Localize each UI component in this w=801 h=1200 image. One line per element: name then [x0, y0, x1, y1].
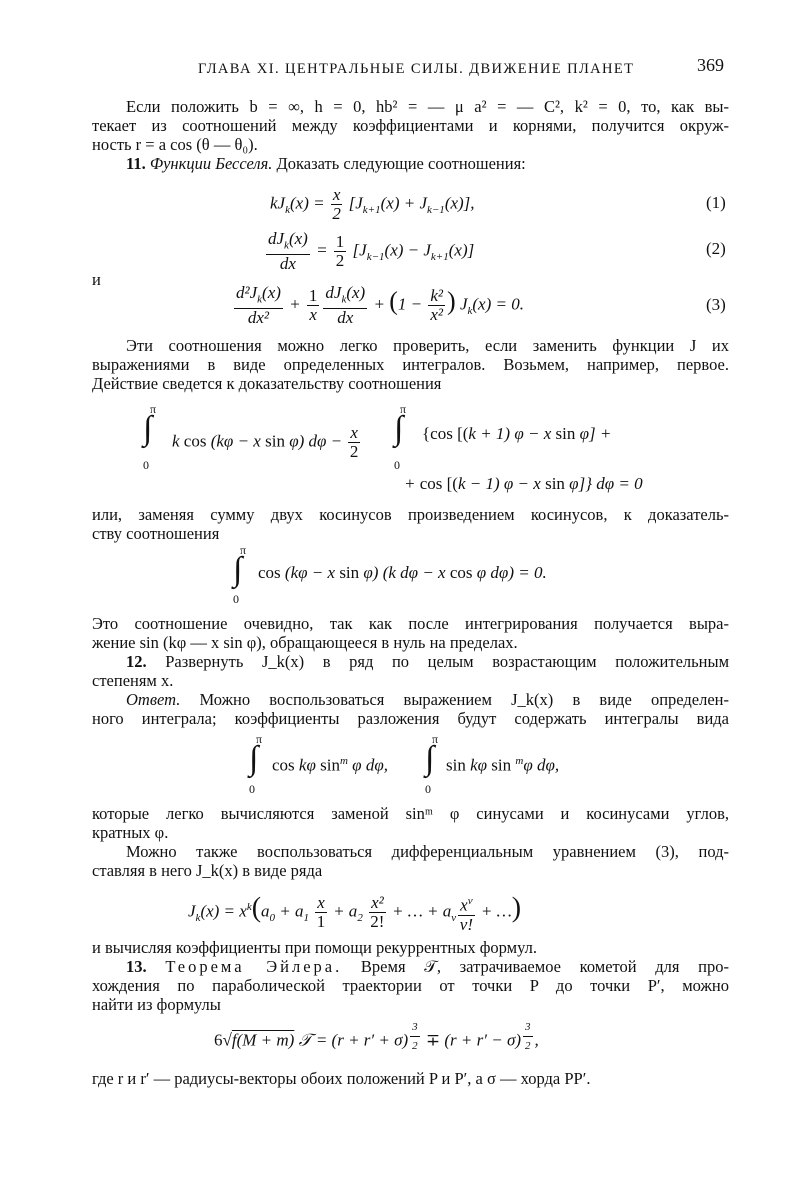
answer-label: Ответ. — [126, 690, 181, 709]
equation-3: $\frac{d^2J_k(x)}{\text{dx²}}$ + $\frac{1}{x}$ $\frac{dJ_k(x)}{dx}$ + (1 − $\frac{\text{k²}}{\text{x²}}$ ) $J_k(x) = 0$. — [236, 283, 524, 328]
problem-13-title: Теорема Эйлера. — [165, 957, 343, 976]
chapter-header: ГЛАВА XI. ЦЕНТРАЛЬНЫЕ СИЛЫ. ДВИЖЕНИЕ ПЛАНЕТ — [198, 61, 635, 77]
answer-text: Можно воспользоваться выражением J_k(x) в виде определен- — [199, 690, 729, 709]
series-equation: $J_k(x) = x^k(a_0 + a_1$ $\frac{x}{1}$ + $a_2$ $\frac{\text{x²}}{2!}$ + … + $a_\nu$ $\frac{x^\nu}{\nu!}$ + …) — [188, 892, 522, 934]
problem-13-number: 13. — [126, 957, 147, 976]
problem-12-number: 12. — [126, 652, 147, 671]
para3-line-1: Это соотношение очевидно, так как после интегрирования получается выра- — [92, 614, 729, 633]
problem-13-text: Время 𝒯, затрачиваемое кометой для про- — [360, 957, 730, 976]
problem-13-last: где r и r′ — радиусы-векторы обоих положений P и P′, а σ — хорда PP′. — [92, 1069, 591, 1088]
para1-line-3: Действие сведется к доказательству соотношения — [92, 374, 442, 393]
problem-12-answer-line-2: ного интеграла; коэффициенты разложения будут содержать интегралы вида — [92, 709, 729, 728]
problem-11-heading — [126, 154, 526, 173]
problem-11-title: Функции Бесселя. — [149, 154, 273, 173]
para1-line-2: выражениями в виде определенных интегралов. Возьмем, например, первое. — [92, 355, 729, 374]
problem-12-line-1 — [126, 652, 729, 671]
intro-line-1: Если положить b = ∞, h = 0, hb² = — μ a² = — C², k² = 0, то, как вы- — [126, 97, 729, 116]
para3-line-2: жение sin (kφ — x sin φ), обращающееся в нуль на пределах. — [92, 633, 518, 652]
equation-2-label: (2) — [706, 239, 726, 258]
problem-12-also-2: ставляя в него J_k(x) в виде ряда — [92, 861, 323, 880]
intro-line-3: ность r = a cos (θ — θ₀). — [92, 135, 258, 154]
problem-12-after-1: которые легко вычисляются заменой sinᵐ φ синусами и косинусами углов, — [92, 804, 729, 823]
problem-13-line-1 — [126, 957, 729, 976]
problem-12-also-1: Можно также воспользоваться дифференциальным уравнением (3), под- — [126, 842, 729, 861]
book-page: ГЛАВА XI. ЦЕНТРАЛЬНЫЕ СИЛЫ. ДВИЖЕНИЕ ПЛАНЕТ 369 Если положить b = ∞, h = 0, hb² = — μ a² = — C², k² = 0, то, как вы- текает из соотношений между коэффициентами и корнями, получится окруж- ность r = a cos (θ — θ₀). 11. Функции Бесселя. Доказать следующие соотношения: $kJ_k(x)$ = $\frac{x}{2}$ $[J_{k+1}(x) + J_{k-1}(x)]$, (1) $\frac{dJ_k(x)}{dx}$ = $\frac{1}{2}$ $[J_{k-1}(x) - J_{k+1}(x)]$ (2) и $\frac{d^2J_k(x)}{\text{dx²}}$ + $\frac{1}{x}$ $\frac{dJ_k(x)}{dx}$ + (1 − $\frac{\text{k²}}{\text{x²}}$ ) $J_k(x) = 0$. (3) Эти соотношения можно легко проверить, если заменить функции J их выражениями в виде определенных интегралов. Возьмем, например, первое. Действие сведется к доказательству соотношения π ∫ 0 k cos (kφ − x sin φ) dφ − $\frac{x}{2}$ π ∫ 0 {cos [(k + 1) φ − x sin φ] + + cos [(k − 1) φ − x sin φ]} dφ = 0 или, заменяя сумму двух косинусов произведением косинусов, к доказатель- ству соотношения π ∫ 0 cos (kφ − x sin φ) (k dφ − x cos φ dφ) = 0. Это соотношение очевидно, так как после интегрирования получается выра- жение sin (kφ — x sin φ), обращающееся в нуль на пределах. 12. Развернуть J_k(x) в ряд по целым возрастающим положительным степеням x. Ответ. Можно воспользоваться выражением J_k(x) в виде определен- ного интеграла; коэффициенты разложения будут содержать интегралы вида π ∫ 0 cos kφ $\sin^m \varphi$ dφ, π ∫ 0 sin kφ sin $^m$φ dφ, которые легко вычисляются заменой sinᵐ φ синусами и косинусами углов, кратных φ. Можно также воспользоваться дифференциальным уравнением (3), под- ставляя в него J_k(x) в виде ряда $J_k(x) = x^k(a_0 + a_1$ $\frac{x}{1}$ + $a_2$ $\frac{\text{x²}}{2!}$ + … + $a_\nu$ $\frac{x^\nu}{\nu!}$ + …) и вычисляя коэффициенты при помощи рекуррентных формул. 13. Теорема Эйлера. Время 𝒯, затрачиваемое кометой для про- хождения по параболической траектории от точки P до точки P′, можно найти из формулы 6√f(M + m) 𝒯 = (r + r′ + σ) $^{\frac{3}{2}}$ ∓ (r + r′ − σ) $^{\frac{3}{2}}$ , где r и r′ — радиусы-векторы обоих положений P и P′, а σ — хорда PP′. — [92, 55, 730, 1088]
para1-line-1: Эти соотношения можно легко проверить, если заменить функции J их — [126, 336, 729, 355]
equation-1: $kJ_k(x)$ = $\frac{x}{2}$ $[J_{k+1}(x) + J_{k-1}(x)]$, — [270, 185, 475, 223]
page-number: 369 — [697, 55, 724, 75]
problem-12-final: и вычисляя коэффициенты при помощи рекуррентных формул. — [92, 938, 537, 957]
problem-13-line-3: найти из формулы — [92, 995, 221, 1014]
problem-12-after-2: кратных φ. — [92, 823, 169, 842]
equation-3-label: (3) — [706, 295, 726, 314]
and-word: и — [92, 270, 101, 289]
problem-12-answer-line-1 — [126, 690, 729, 709]
problem-11-text: Доказать следующие соотношения: — [276, 154, 526, 173]
problem-11-number: 11. — [126, 154, 146, 173]
intro-line-2: текает из соотношений между коэффициентами и корнями, получится окруж- — [92, 116, 729, 135]
euler-formula: 6√f(M + m) 𝒯 = (r + r′ + σ) $^{\frac{3}{2}}$ ∓ (r + r′ − σ) $^{\frac{3}{2}}$ , — [214, 1018, 539, 1055]
para2-line-2: ству соотношения — [92, 524, 220, 543]
problem-12-text: Развернуть J_k(x) в ряд по целым возрастающим положительным — [165, 652, 730, 671]
equation-2: $\frac{dJ_k(x)}{dx}$ = $\frac{1}{2}$ $[J_{k-1}(x) - J_{k+1}(x)]$ — [268, 229, 475, 274]
equation-1-label: (1) — [706, 193, 726, 212]
para2-line-1: или, заменяя сумму двух косинусов произведением косинусов, к доказатель- — [92, 505, 729, 524]
problem-12-line-2: степеням x. — [92, 671, 174, 690]
problem-13-line-2: хождения по параболической траектории от точки P до точки P′, можно — [92, 976, 729, 995]
